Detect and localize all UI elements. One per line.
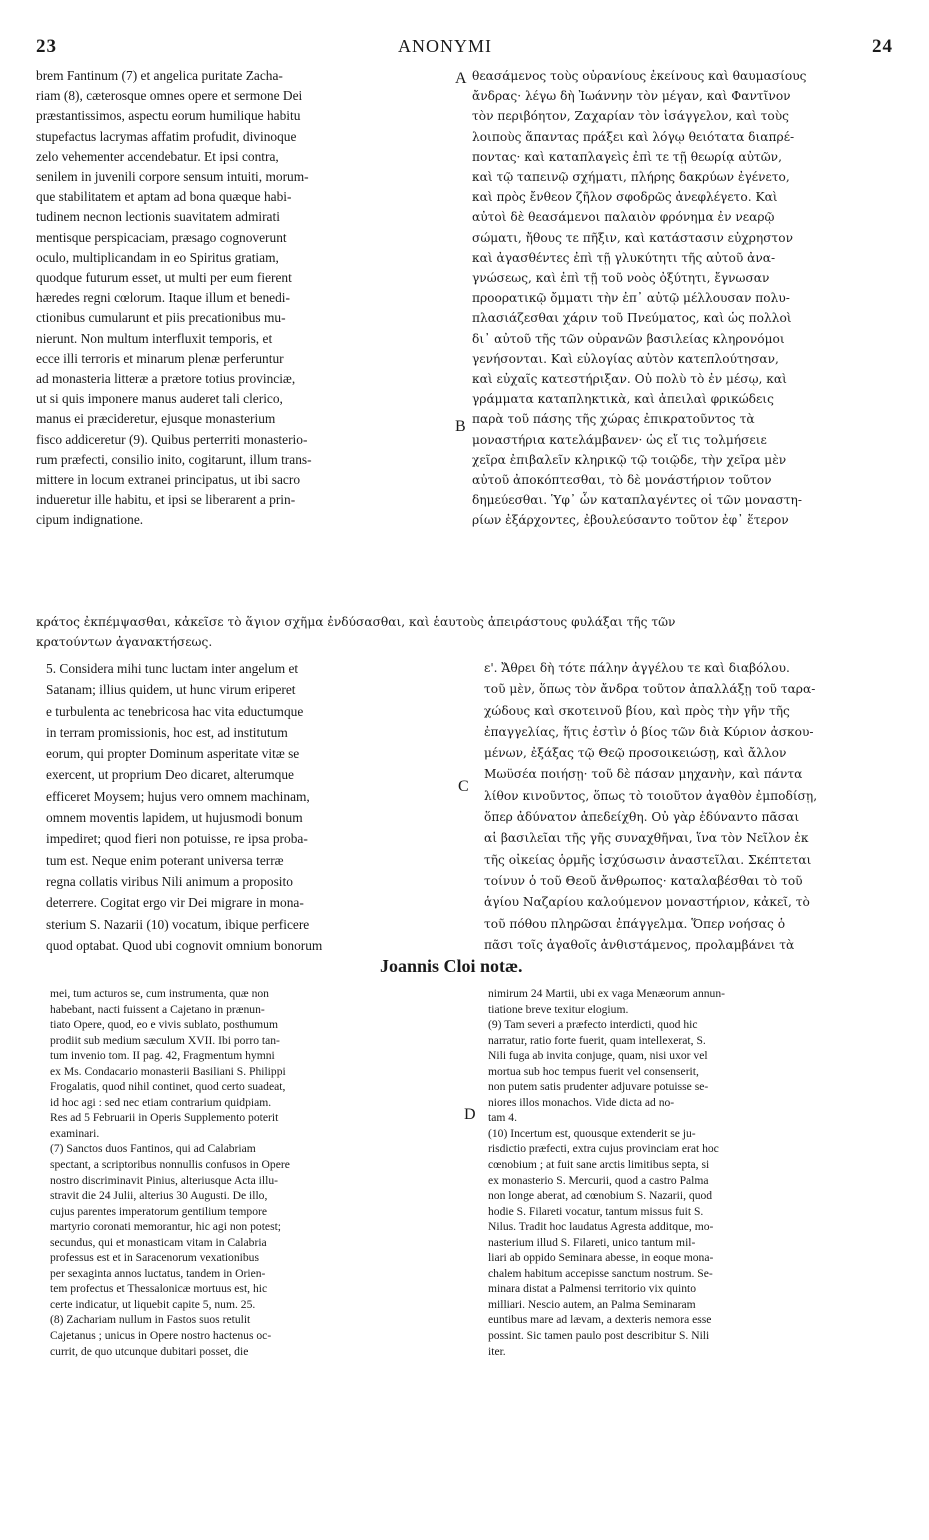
greek-line: τοίνυν ὁ τοῦ Θεοῦ ἄνθρωπος· καταλαβέσθαι τὸ τοῦ [484, 873, 803, 888]
note-line: tiatione breve texitur elogium. [488, 1002, 629, 1016]
greek-line: τοῦ πόθου πληρῶσαι ἐπάγγελμα. Ὅπερ νοήσας ὁ [484, 916, 786, 931]
latin-line: in terram promissionis, hoc est, ad institutum [46, 724, 288, 740]
latin-line: ut si quis imponere manus auderet tali clerico, [36, 391, 283, 407]
page-number-left: 23 [36, 36, 57, 57]
greek-line: πᾶσι τοῖς ἀγαθοῖς ἀνθιστάμενος, προλαμβάνει τὰ [484, 937, 795, 952]
note-line: narratur, ratio forte fuerit, quam intellexerat, S. [488, 1033, 706, 1047]
note-line: stravit die 24 Julii, alterius 30 Augusti. De illo, [50, 1189, 268, 1203]
note-line: chalem habitum accepisse sanctum nostrum. Se- [488, 1266, 713, 1280]
latin-line: rum præfecti, consilio inito, cogitarunt, illum trans- [36, 451, 312, 467]
note-line: tam 4. [488, 1111, 517, 1125]
latin-line: riam (8), cæterosque omnes opere et sermone Dei [36, 88, 303, 104]
latin-line: indueretur ille habitu, et ipsi se liberarent a prin- [36, 492, 296, 508]
greek-line: αἱ βασιλεῖαι τῆς γῆς συναχθῆναι, ἵνα τὸν Νεῖλον ἐκ [484, 831, 809, 846]
greek-line: θεασάμενος τοὺς οὐρανίους ἐκείνους καὶ θαυμασίους [472, 69, 807, 83]
note-line: liari ab oppido Seminara abesse, in eoque mona- [488, 1251, 714, 1265]
note-line: minara distat a Palmensi territorio vix quinto [488, 1282, 697, 1296]
latin-line: stupefactus lacrymas affatim profudit, divinoque [36, 128, 297, 144]
latin-line: eorum, qui propter Dominum asperitate vitæ se [46, 746, 300, 762]
column-marker-d: D [464, 1106, 476, 1123]
greek-line: δημεύεσθαι. Ὑφ᾽ ὧν καταπλαγέντες οἱ τῶν μοναστη- [472, 493, 802, 508]
greek-line: καὶ πρὸς ἔνθεον ζῆλον σφοδρῶς ἀνεφλέγετο. Καὶ [472, 190, 778, 205]
note-line: (10) Incertum est, quousque extenderit se ju- [488, 1126, 696, 1140]
note-line: risdictio præfecti, extra cujus provinciam erat hoc [488, 1142, 719, 1156]
latin-line: tum est. Neque enim poterant universa terræ [46, 852, 284, 868]
latin-line: exercent, ut proprium Deo dicaret, alterumque [46, 767, 294, 783]
note-line: tiato Opere, quod, eo e vivis sublato, posthumum [50, 1018, 278, 1032]
latin-line: ad monasteria litteræ a prætore totius provinciæ, [36, 371, 296, 387]
note-line: spectant, a scriptoribus nonnullis confusos in Opere [50, 1158, 290, 1172]
note-line: iter. [488, 1344, 506, 1358]
greek-line: γενήσονται. Καὶ εὐλογίας αὐτὸν κατεπλούτησαν, [472, 351, 779, 366]
latin-line: que stabilitatem et aptam ad bona quæque habi- [36, 189, 292, 205]
greek-line: ρίων ἐξάρχοντες, ἐβουλεύσαντο τοῦτον ἐφ᾽ ἕτερον [472, 513, 789, 528]
note-line: Res ad 5 Februarii in Operis Supplemento poterit [50, 1111, 279, 1125]
greek-line: ὅπερ ἀδύνατον ἀπεδείχθη. Οὐ γὰρ ἐδύναντο πᾶσαι [484, 810, 800, 825]
latin-line: ctionibus cumularunt et piis precationibus mu- [36, 310, 286, 326]
greek-line: λοιποὺς ἅπαντας πράξει καὶ λόγῳ θειότατα διαπρέ- [472, 129, 795, 144]
greek-line: Μωϋσέα ποιήσῃ· τοῦ δὲ πάσαν μηχανὴν, καὶ πάντα [484, 767, 803, 782]
column-marker-b: B [455, 418, 466, 435]
latin-line: quod optabat. Quod ubi cognovit omnium bonorum [46, 937, 323, 953]
greek-line: τοῦ μὲν, ὅπως τὸν ἄνδρα τοῦτον ἀπαλλάξῃ τοῦ τ​αρα- [484, 682, 816, 697]
latin-line: oculo, multiplicandam in eo Spiritus gratiam, [36, 249, 279, 265]
latin-line: senilem in juvenili corpore sensum intuiti, morum- [36, 169, 309, 185]
note-line: secundus, qui et monasticam vitam in Calabria [50, 1235, 267, 1249]
latin-text-lower [46, 658, 452, 956]
greek-line: τὸν περιβόητον, Ζαχαρίαν τὸν ἰσάγγελον, καὶ τοὺς [472, 109, 789, 124]
note-line: (9) Tam severi a præfecto interdicti, quod hic [488, 1018, 698, 1032]
notes-heading: Joannis Cloi notæ. [380, 956, 523, 976]
greek-line: παρὰ τοῦ πάσης τῆς χώρας ἐπικρατοῦντος τὰ [472, 412, 755, 427]
greek-line: κρατούντων ἀγανακτήσεως. [36, 635, 213, 650]
latin-line: impediret; quod fieri non potuisse, re ipsa proba- [46, 831, 308, 847]
latin-line: 5. Considera mihi tunc luctam inter angelum et [46, 661, 299, 676]
greek-line: γράμματα καταπληκτικὰ, καὶ ἀπειλαὶ φρικώδεις [472, 392, 774, 407]
greek-line: σώματι, ἤθους τε πῆξιν, καὶ κατάστασιν εὐχρηστον [472, 230, 794, 245]
latin-line: efficeret Moysem; hujus vero omnem machinam, [46, 788, 310, 804]
latin-line: regna collatis viribus Nili animum a proposito [46, 873, 293, 889]
greek-line: ἐπαγγελίας, ἥτις ἐστὶν ὁ βίος τῶν διὰ Κύριον ἀσκου- [484, 724, 814, 739]
note-line: currit, de quo utcunque dubitari posset, die [50, 1344, 249, 1358]
latin-line: omnem moventis lapidem, ut hujusmodi bonum [46, 810, 303, 826]
note-line: nostro discriminavit Pinius, alteriusque Acta illu- [50, 1173, 278, 1187]
note-line: ex Ms. Condacario monasterii Basiliani S. Philippi [50, 1064, 286, 1078]
note-line: professus est et in Saracenorum vexationibus [50, 1251, 259, 1265]
column-marker-c: C [458, 778, 469, 795]
column-marker-a: A [455, 70, 467, 87]
note-line: mei, tum acturos se, cum instrumenta, quæ non [50, 987, 269, 1000]
note-line: euntibus mare ad lævam, a dexteris nemora esse [488, 1313, 712, 1327]
latin-line: hæredes regni cœlorum. Itaque illum et benedi- [36, 290, 290, 306]
note-line: Nili fuga ab invita conjuge, quam, nisi uxor vel [488, 1049, 708, 1063]
note-line: martyrio coronati memorantur, hic agi non potest; [50, 1220, 282, 1234]
latin-line: manus ei præcideretur, ejusque monasterium [36, 411, 276, 427]
notes-column-left [50, 986, 456, 1359]
greek-line: χώδους καὶ σκοτεινοῦ βίου, καὶ πρὸς τὴν γῆν τῆς [484, 703, 790, 718]
greek-line: ἄνδρας· λέγω δὴ Ἰωάννην τὸν μέγαν, καὶ Φαντῖνον [472, 89, 791, 104]
note-line: mortua sub hoc tempus fuerit vel consenserit, [488, 1064, 699, 1078]
note-line: non putem satis prudenter adjuvare potuisse se- [488, 1080, 709, 1094]
running-title: ANONYMI [398, 36, 492, 56]
note-line: nimirum 24 Martii, ubi ex vaga Menæorum annun- [488, 987, 725, 1000]
greek-line: αὐτοῦ ἀποκόπτεσθαι, τὸ δὲ μονάστήριον τοῦτον [472, 473, 772, 488]
note-line: milliari. Nescio autem, an Palma Seminaram [488, 1297, 696, 1311]
note-line: Frogalatis, quod nihil continet, quod certo suadeat, [50, 1080, 286, 1094]
note-line: prodiit sub medium sæculum XVII. Ibi porro tan- [50, 1033, 280, 1047]
greek-line: μοναστήρια κατελάμβανεν· ὡς εἴ τις τολμήσειε [472, 432, 767, 447]
note-line: cujus parentes imperatorum gentilium tempore [50, 1204, 267, 1218]
greek-line: καὶ ἀγασθέντες ἐπὶ τῇ γλυκύτητι τῆς αὐτοῦ ἀνα- [472, 250, 776, 265]
note-line: niores illos monachos. Vide dicta ad no- [488, 1095, 675, 1109]
note-line: nasterium illud S. Filareti, unico tantum mil- [488, 1235, 696, 1249]
latin-line: e turbulenta ac tenebricosa hac vita eductumque [46, 703, 304, 719]
latin-line: deterrere. Cogitat ergo vir Dei migrare in mona- [46, 895, 304, 911]
greek-text-lower [484, 658, 894, 956]
note-line: tum invenio tom. II pag. 42, Fragmentum hymni [50, 1049, 275, 1063]
greek-line: καὶ τῷ ταπεινῷ σχήματι, πλήρης δακρύων ἐγένετο, [472, 170, 790, 185]
latin-line: præstantissimos, aspectu eorum humilique habitu [36, 108, 301, 124]
note-line: non longe aberat, ad cœnobium S. Nazarii, quod [488, 1189, 713, 1203]
greek-line: μένων, ἐξάξας τῷ Θεῷ προσοικειώσῃ, καὶ ἄλλον [484, 746, 787, 761]
latin-line: cipum indignatione. [36, 512, 144, 528]
note-line: (7) Sanctos duos Fantinos, qui ad Calabriam [50, 1142, 256, 1156]
latin-line: mentisque perspicaciam, præsago cognoverunt [36, 229, 287, 245]
note-line: ex monasterio S. Mercurii, quod a castro Palma [488, 1173, 709, 1187]
latin-line: zelo vehementer accendebatur. Et ipsi contra, [36, 148, 279, 164]
note-line: hodie S. Filareti vocatur, tantum missus fuit S. [488, 1204, 704, 1218]
latin-line: tudinem necnon lectionis suavitatem admirati [36, 209, 280, 225]
greek-line: ποντας· καὶ καταπλαγεὶς ἐπὶ τε τῇ θεωρίᾳ αὐτῶν, [472, 149, 782, 164]
latin-text-upper [36, 66, 452, 531]
note-line: per sexaginta annos luctatus, tandem in Orien- [50, 1266, 266, 1280]
notes-column-right [488, 986, 896, 1359]
greek-line: τῆς οἰκείας ὁρμῆς ἰσχύσωσιν ἀναστεῖλαι. Σκέπτεται [484, 852, 812, 867]
latin-line: ecce illi terroris et minarum plenæ perferuntur [36, 350, 284, 366]
latin-line: Satanam; illius quidem, ut hunc virum eriperet [46, 682, 296, 698]
greek-line: γνώσεως, καὶ ἐπὶ τῇ τοῦ νοὸς ὀξύτητι, ἔγνωσαν [472, 271, 770, 286]
latin-line: sterium S. Nazarii (10) vocatum, ibique perficere [46, 916, 310, 932]
note-line: tem profectus et Thessalonicæ mortuus est, hic [50, 1282, 268, 1296]
greek-line: κράτος ἐκπέμψασθαι, κἀκεῖσε τὸ ἅγιον σχῆμα ἐνδύσασθαι, καὶ ἑαυτοὺς ἀπειράστους φυλάξαι τῆς τῶν [36, 615, 676, 629]
note-line: Nilus. Tradit hoc laudatus Agresta additque, mo- [488, 1220, 714, 1234]
note-line: cœnobium ; at fuit sane arctis limitibus septa, si [488, 1158, 710, 1172]
latin-line: nierunt. Non multum interfluxit temporis, et [36, 330, 273, 346]
greek-line: πλασιάζεσθαι χάριν τοῦ Πνεύματος, καὶ ὡς πολλοὶ [472, 311, 792, 326]
greek-text-full-width [36, 612, 896, 652]
greek-line: δι᾽ αὐτοῦ τῆς τῶν οὐρανῶν βασιλείας κληρονόμοι [472, 331, 785, 346]
note-line: examinari. [50, 1126, 100, 1140]
page-number-right: 24 [872, 36, 893, 57]
note-line: habebant, nacti fuissent a Cajetano in prænun- [50, 1002, 265, 1016]
greek-line: ἁγίου Ναζαρίου καλούμενον μοναστήριον, κἀκεῖ, τὸ [484, 895, 810, 910]
latin-line: fisco addiceretur (9). Quibus perterriti monasterio- [36, 431, 308, 447]
greek-line: αὐτοὶ δὲ θεασάμενοι παλαιὸν φρόνημα ἐν νεαρῷ [472, 210, 775, 225]
latin-line: mittere in locum extranei principatus, ut ibi sacro [36, 472, 301, 488]
greek-line: καὶ εὐχαῖς κατεστήριξαν. Οὐ πολὺ τὸ ἐν μέσῳ, καὶ [472, 372, 787, 387]
note-line: id hoc agi : sed nec etiam contrarium quidpiam. [50, 1095, 272, 1109]
note-line: possint. Sic tamen paulo post describitur S. Nili [488, 1329, 710, 1343]
note-line: certe indicatur, ut liquebit capite 5, num. 25. [50, 1297, 256, 1311]
latin-line: brem Fantinum (7) et angelica puritate Zacha- [36, 68, 283, 83]
latin-line: quodque futurum esset, ut multi per eum fierent [36, 270, 292, 286]
greek-line: λίθον κινοῦντος, ὅπως τὸ τοιοῦτον ἀγαθὸν ἐμποδίσῃ, [484, 788, 818, 803]
greek-line: χεῖρα ἐπιβαλεῖν κληρικῷ τῷ τοιῷδε, τὴν χεῖρα μὲν [472, 452, 787, 467]
note-line: (8) Zachariam nullum in Fastos suos retulit [50, 1313, 251, 1327]
note-line: Cajetanus ; unicus in Opere nostro hactenus oc- [50, 1329, 272, 1343]
greek-line: ε'. Ἄθρει δὴ τότε πάλην ἀγγέλου τε καὶ διαβόλου. [484, 661, 790, 675]
greek-text-upper [472, 66, 892, 531]
greek-line: προορατικῷ ὄμματι τὴν ἐπ᾽ αὐτῷ μέλλουσαν πολυ- [472, 291, 790, 306]
